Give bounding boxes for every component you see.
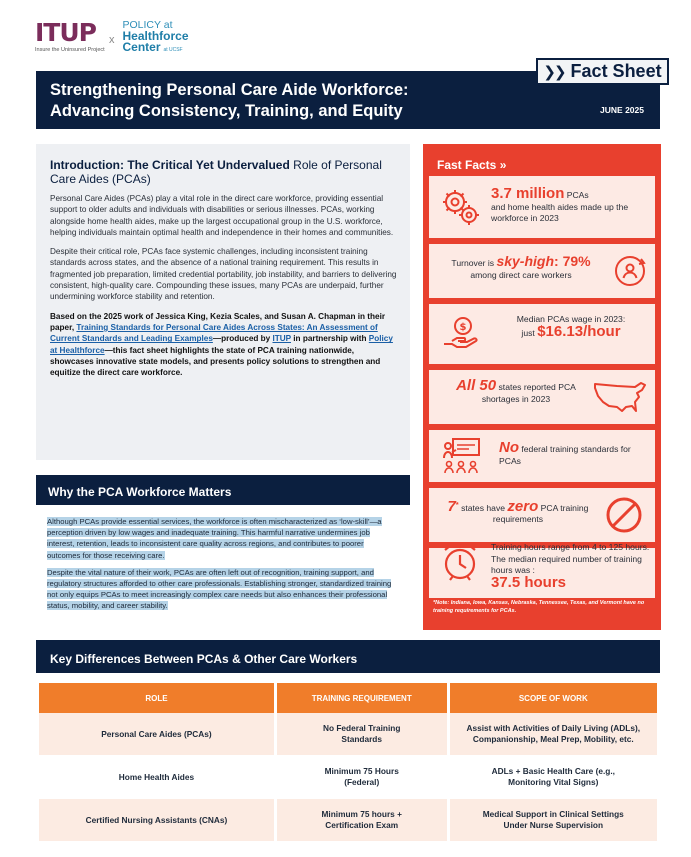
healthforce-link[interactable]: Policy at Healthforce: [50, 334, 393, 355]
fact-wage-value: $16.13/hour: [537, 322, 621, 340]
table-cell-training: Minimum 75 Hours (Federal): [277, 756, 447, 799]
fact-turnover: [429, 244, 655, 298]
intro-paragraph-1: Personal Care Aides (PCAs) play a vital role in the direct care workforce, providing essential support to older adults and individuals with disabilities or serious illnesses. PCAs, working alongside home health aides, make up the largest occupational group in the U.S. workforce, helping individuals maintain optimal health and independence in their homes and communities.: [50, 194, 394, 237]
itup-logo-tagline: Insure the Uninsured Project: [35, 47, 105, 53]
fact-zero-footnote-marker: *: [455, 501, 459, 509]
fact-federal-text: [499, 439, 649, 467]
fact-training-hours: [429, 542, 655, 598]
itup-link[interactable]: ITUP: [272, 334, 291, 344]
why-section-header: [36, 475, 410, 505]
fact-zero-text: [443, 497, 593, 526]
fact-shortages: [429, 370, 655, 424]
fact-sheet-tag: [536, 58, 669, 85]
introduction-heading: [50, 158, 398, 186]
healthforce-logo[interactable]: [123, 20, 189, 56]
table-cell-role: Certified Nursing Assistants (CNAs): [39, 799, 274, 842]
fact-federal-emphasis: No: [499, 439, 519, 456]
table-row: [39, 713, 657, 756]
why-paragraph-1: [47, 516, 397, 561]
alarm-clock-icon: [439, 540, 481, 584]
prohibited-icon: [605, 496, 643, 534]
fact-zero-requirements: [429, 488, 655, 542]
table-row: [39, 756, 657, 799]
itup-logo-word: ITUP: [35, 18, 96, 47]
healthforce-logo-line1: POLICY at: [122, 19, 173, 31]
intro-p3-text-a: Based on the 2025 work of Jessica King, Kezia Scales, and Susan A. Chapman in their paper,: [50, 311, 386, 332]
itup-logo[interactable]: [35, 20, 103, 53]
table-cell-training: No Federal Training Standards: [277, 713, 447, 756]
column-header-training: TRAINING REQUIREMENT: [277, 683, 447, 713]
fast-facts-heading: Fast Facts »: [437, 158, 507, 172]
fact-hours-label: Training hours range from 4 to 125 hours. The median required number of training hours was :: [491, 542, 650, 575]
fact-median-wage: [429, 304, 655, 364]
introduction-heading-light: Role of Personal Care Aides (PCAs): [50, 158, 382, 186]
why-paragraph-2-text: Despite the vital nature of their work, PCAs are often left out of recognition, training support, and regulatory structures afforded to other care professionals. Establishing stronger, standardized training not only equips PCAs to meet increasingly complex care needs but also enhances their professional status, mobility, and career stability.: [47, 567, 392, 611]
fact-hours-value: 37.5 hours: [491, 573, 567, 591]
why-paragraph-1-text: Although PCAs provide essential services, the workforce is often mischaracterized as ‘low-skill’—a perception driven by low wages and inadequate training. This harmful narrative undermines job interest, retention, leads to inconsistent care quality across regions, and contributes to poorer outcomes for those receiving care.: [47, 517, 382, 560]
intro-p3-text-c: in partnership with: [291, 334, 369, 344]
fact-workforce-label-a: PCAs: [564, 190, 589, 200]
fact-turnover-label-a: Turnover is: [451, 258, 497, 268]
page-title: [50, 80, 409, 122]
differences-table: [36, 683, 660, 842]
differences-heading: Key Differences Between PCAs & Other Care Workers: [50, 652, 358, 666]
fact-wage-label-b: just: [521, 327, 538, 338]
fact-shortages-number: All 50: [456, 377, 497, 394]
healthforce-logo-ucsf: at UCSF: [163, 47, 183, 53]
column-header-scope: SCOPE OF WORK: [450, 683, 657, 713]
fact-shortages-label: states reported PCA shortages in 2023: [481, 382, 576, 404]
intro-paragraph-2: Despite their critical role, PCAs face systemic challenges, including inconsistent training standards across states, and the absence of a national training requirement. This results in fragmented job preparation, limited credential portability, job instability, and barriers to delivering consistent, high-quality care. Compounding these issues, many PCAs are underpaid, further undermining workforce stability and retention.: [50, 247, 397, 302]
fact-federal-label: federal training standards for PCAs: [499, 444, 631, 466]
differences-section-header: [36, 640, 660, 673]
fact-workforce-number: 3.7 million: [491, 185, 565, 202]
healthforce-logo-line3: Center: [122, 40, 161, 54]
table-row: [39, 799, 657, 842]
fact-turnover-rate: : 79%: [554, 253, 591, 269]
table-cell-training: Minimum 75 hours + Certification Exam: [277, 799, 447, 842]
paper-link[interactable]: Training Standards for Personal Care Aides Across States: An Assessment of Current Standards and Leading Examples: [50, 322, 378, 344]
intro-p3-text-b: —produced by: [212, 334, 273, 344]
fact-workforce-label-b: and home health aides made up the workforce in 2023: [491, 201, 629, 223]
fact-workforce-size: [429, 176, 655, 238]
logo-separator: x: [109, 34, 115, 46]
fast-facts-footnote: *Note: Indiana, Iowa, Kansas, Nebraska, Tennessee, Texas, and Vermont have no training requirements for PCAs.: [433, 600, 645, 614]
fact-zero-label-a: states have: [458, 502, 508, 513]
why-section-heading: Why the PCA Workforce Matters: [48, 485, 232, 499]
fast-facts-panel: [423, 144, 661, 630]
chevron-right-icon: ❯❯: [543, 63, 565, 81]
table-cell-role: Personal Care Aides (PCAs): [39, 713, 274, 756]
fact-turnover-text: [441, 253, 601, 281]
fact-federal-standards: [429, 430, 655, 482]
introduction-section: [36, 144, 410, 460]
fact-hours-text: [491, 542, 651, 590]
page-title-line2: Advancing Consistency, Training, and Equity: [50, 102, 403, 120]
intro-paragraph-3: [50, 311, 398, 379]
fact-turnover-emphasis: sky-high: [496, 253, 555, 269]
fact-wage-label-a: Median PCAs wage in 2023:: [516, 314, 626, 324]
table-cell-scope: ADLs + Basic Health Care (e.g., Monitoring Vital Signs): [450, 756, 657, 799]
why-section-body: [47, 516, 397, 618]
intro-p3-text-d: —this fact sheet highlights the state of PCA training nationwide, showcases innovative state models, and presents policy solutions to strengthen and equitize the direct care workforce.: [50, 345, 381, 378]
table-cell-scope: Assist with Activities of Daily Living (ADLs), Companionship, Meal Prep, Mobility, etc.: [450, 713, 657, 756]
fact-workforce-text: [491, 185, 651, 225]
table-header-row: [39, 683, 657, 713]
money-hand-icon: [441, 314, 481, 354]
fact-sheet-label: Fact Sheet: [570, 61, 662, 81]
fact-shortages-text: [441, 377, 591, 405]
fact-turnover-label-b: among direct care workers: [470, 269, 572, 280]
fact-zero-emphasis: zero: [507, 497, 539, 515]
introduction-heading-bold: Introduction: The Critical Yet Undervalued: [50, 158, 290, 172]
why-paragraph-2: [47, 567, 397, 612]
table-cell-scope: Medical Support in Clinical Settings Under Nurse Supervision: [450, 799, 657, 842]
table-cell-role: Home Health Aides: [39, 756, 274, 799]
us-map-icon: [589, 378, 649, 416]
fact-zero-label-b: PCA training requirements: [492, 502, 589, 525]
fact-wage-text: [491, 314, 651, 339]
svg-text:$: $: [459, 322, 467, 333]
fact-zero-number: 7: [447, 497, 456, 515]
gears-icon: [441, 188, 481, 226]
header-logos: [35, 20, 189, 60]
page-title-line1: Strengthening Personal Care Aide Workforce:: [50, 81, 409, 99]
person-cycle-icon: [613, 254, 647, 288]
column-header-role: ROLE: [39, 683, 274, 713]
healthforce-logo-line2: Healthforce: [122, 29, 189, 43]
publication-date: JUNE 2025: [600, 105, 644, 115]
classroom-icon: [441, 436, 483, 476]
